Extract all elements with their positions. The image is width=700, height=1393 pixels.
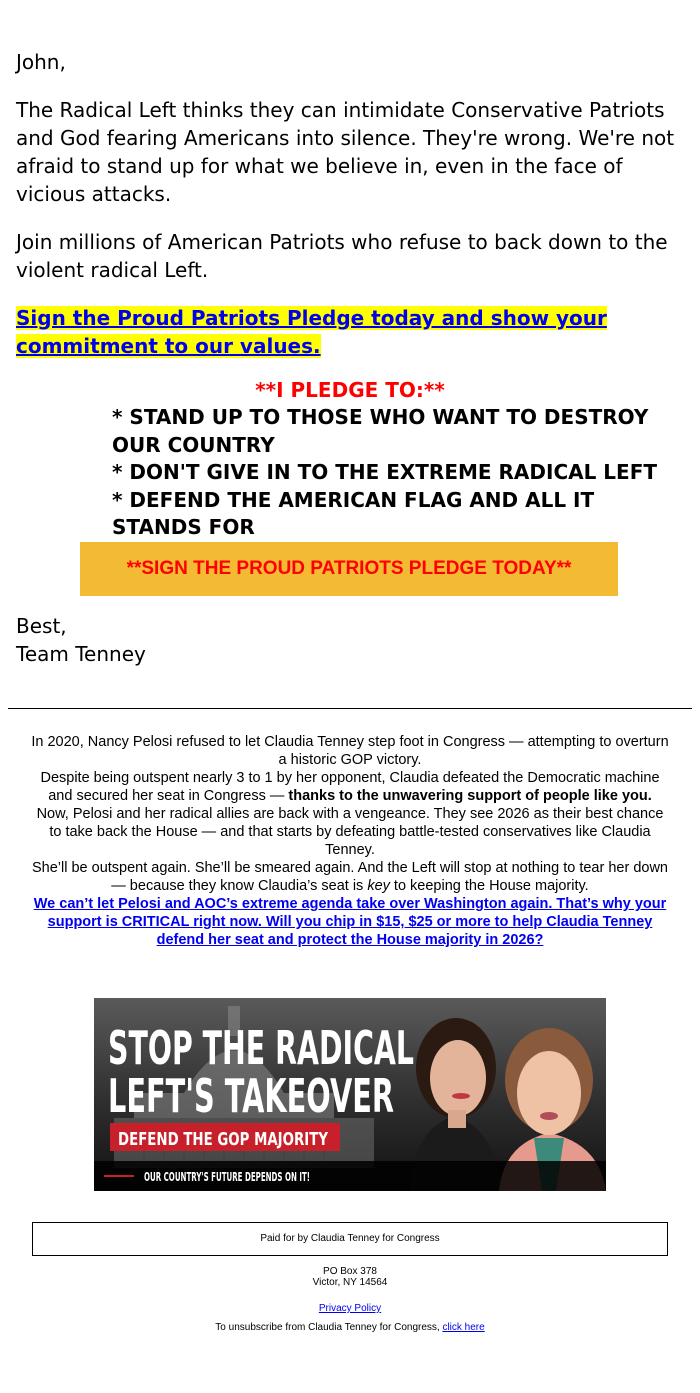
footer-text-run: Despite being outspent nearly 3 to 1 by her opponent, Claudia defeated the Democratic machine and secured her seat in Congress — xyxy=(40,770,660,804)
pledge-item: * STAND UP TO THOSE WHO WANT TO DESTROY OUR COUNTRY xyxy=(112,405,649,457)
sign-pledge-link[interactable]: Sign the Proud Patriots Pledge today and show your commitment to our values. xyxy=(16,306,607,358)
donate-link[interactable]: We can’t let Pelosi and AOC’s extreme agenda take over Washington again. That’s why your support is CRITICAL right now. Will you chip in $15, $25 or more to help Claudia Tenney defend her seat and protect the House majority in 2026? xyxy=(33,896,667,948)
unsubscribe-link[interactable]: click here xyxy=(442,1322,485,1333)
address-line: PO Box 378 xyxy=(323,1266,377,1277)
email-body xyxy=(16,48,684,668)
pledge-heading: **I PLEDGE TO:** xyxy=(255,378,445,402)
footer-paragraph: Now, Pelosi and her radical allies are back with a vengeance. They see 2026 as their best chance to take back the House — and that starts by defeating battle-tested conservatives like Claudia Tenney. xyxy=(36,806,664,858)
footer-paragraph xyxy=(30,859,670,895)
signoff xyxy=(16,612,684,668)
banner-tagline: OUR COUNTRY'S FUTURE DEPENDS ON IT! xyxy=(144,1170,310,1184)
unsubscribe-text: To unsubscribe from Claudia Tenney for Congress, xyxy=(215,1322,440,1333)
banner-headline-line1: STOP THE RADICAL xyxy=(108,1021,414,1075)
footer-paragraph xyxy=(30,769,670,805)
pledge-item: * DON'T GIVE IN TO THE EXTREME RADICAL LEFT xyxy=(112,460,658,484)
signoff-closing: Best, xyxy=(16,613,67,638)
footer-bold-text: thanks to the unwavering support of people like you. xyxy=(288,788,652,804)
pledge-item: * DEFEND THE AMERICAN FLAG AND ALL IT STANDS FOR xyxy=(112,487,595,539)
footer-text-run: She’ll be outspent again. She’ll be smeared again. And the Left will stop at nothing to tear her down — because they know Claudia’s seat is xyxy=(31,860,668,894)
sign-pledge-button[interactable]: **SIGN THE PROUD PATRIOTS PLEDGE TODAY** xyxy=(80,542,618,596)
banner-headline-line2: LEFT'S TAKEOVER xyxy=(108,1069,394,1123)
banner-red-label: DEFEND THE GOP MAJORITY xyxy=(118,1129,329,1150)
unsubscribe-row xyxy=(0,1322,700,1333)
footer-divider xyxy=(8,708,692,709)
footer-paragraph xyxy=(30,895,670,949)
privacy-policy-link[interactable]: Privacy Policy xyxy=(318,1303,382,1314)
campaign-banner-image[interactable] xyxy=(94,998,606,1191)
paragraph-join: Join millions of American Patriots who refuse to back down to the violent radical Left. xyxy=(16,230,668,282)
greeting: John, xyxy=(16,50,66,74)
sign-pledge-paragraph xyxy=(16,304,684,360)
address-line: Victor, NY 14564 xyxy=(312,1277,388,1288)
footer-message xyxy=(30,733,670,949)
paragraph-intro: The Radical Left thinks they can intimidate Conservative Patriots and God fearing Americans into silence. They're wrong. We're not afraid to stand up for what we believe in, even in the face of vicious attacks. xyxy=(16,98,675,206)
mailing-address xyxy=(0,1266,700,1288)
footer-text-run: to keeping the House majority. xyxy=(389,878,589,894)
signoff-signature: Team Tenney xyxy=(16,641,146,666)
pledge-list xyxy=(112,404,684,542)
footer-paragraph: In 2020, Nancy Pelosi refused to let Claudia Tenney step foot in Congress — attempting to overturn a historic GOP victory. xyxy=(31,734,669,768)
privacy-row xyxy=(0,1303,700,1314)
paid-for-disclaimer: Paid for by Claudia Tenney for Congress xyxy=(32,1222,668,1256)
footer-italic-text: key xyxy=(367,878,390,894)
